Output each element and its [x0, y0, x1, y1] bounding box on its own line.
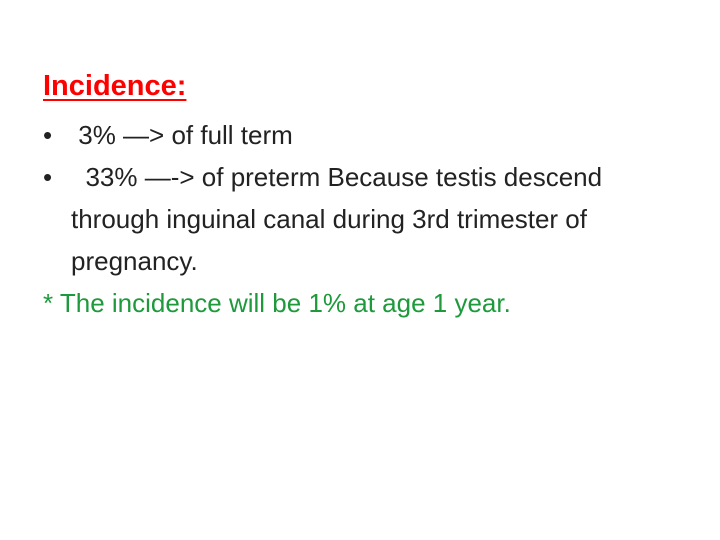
- bullet-text-full-term: 3% —> of full term: [78, 120, 293, 150]
- bullet-text-preterm: 33% —-> of preterm Because testis descend through inguinal canal during 3rd trimester of pregnancy.: [71, 162, 603, 276]
- bullet-list: [43, 114, 683, 282]
- bullet-item-full-term: [43, 114, 683, 156]
- incidence-note: * The incidence will be 1% at age 1 year.: [43, 288, 511, 318]
- slide-heading: Incidence:: [43, 70, 187, 102]
- bullet-dot-icon: •: [43, 162, 53, 192]
- bullet-dot-icon: •: [43, 120, 53, 150]
- bullet-item-preterm: [43, 156, 683, 282]
